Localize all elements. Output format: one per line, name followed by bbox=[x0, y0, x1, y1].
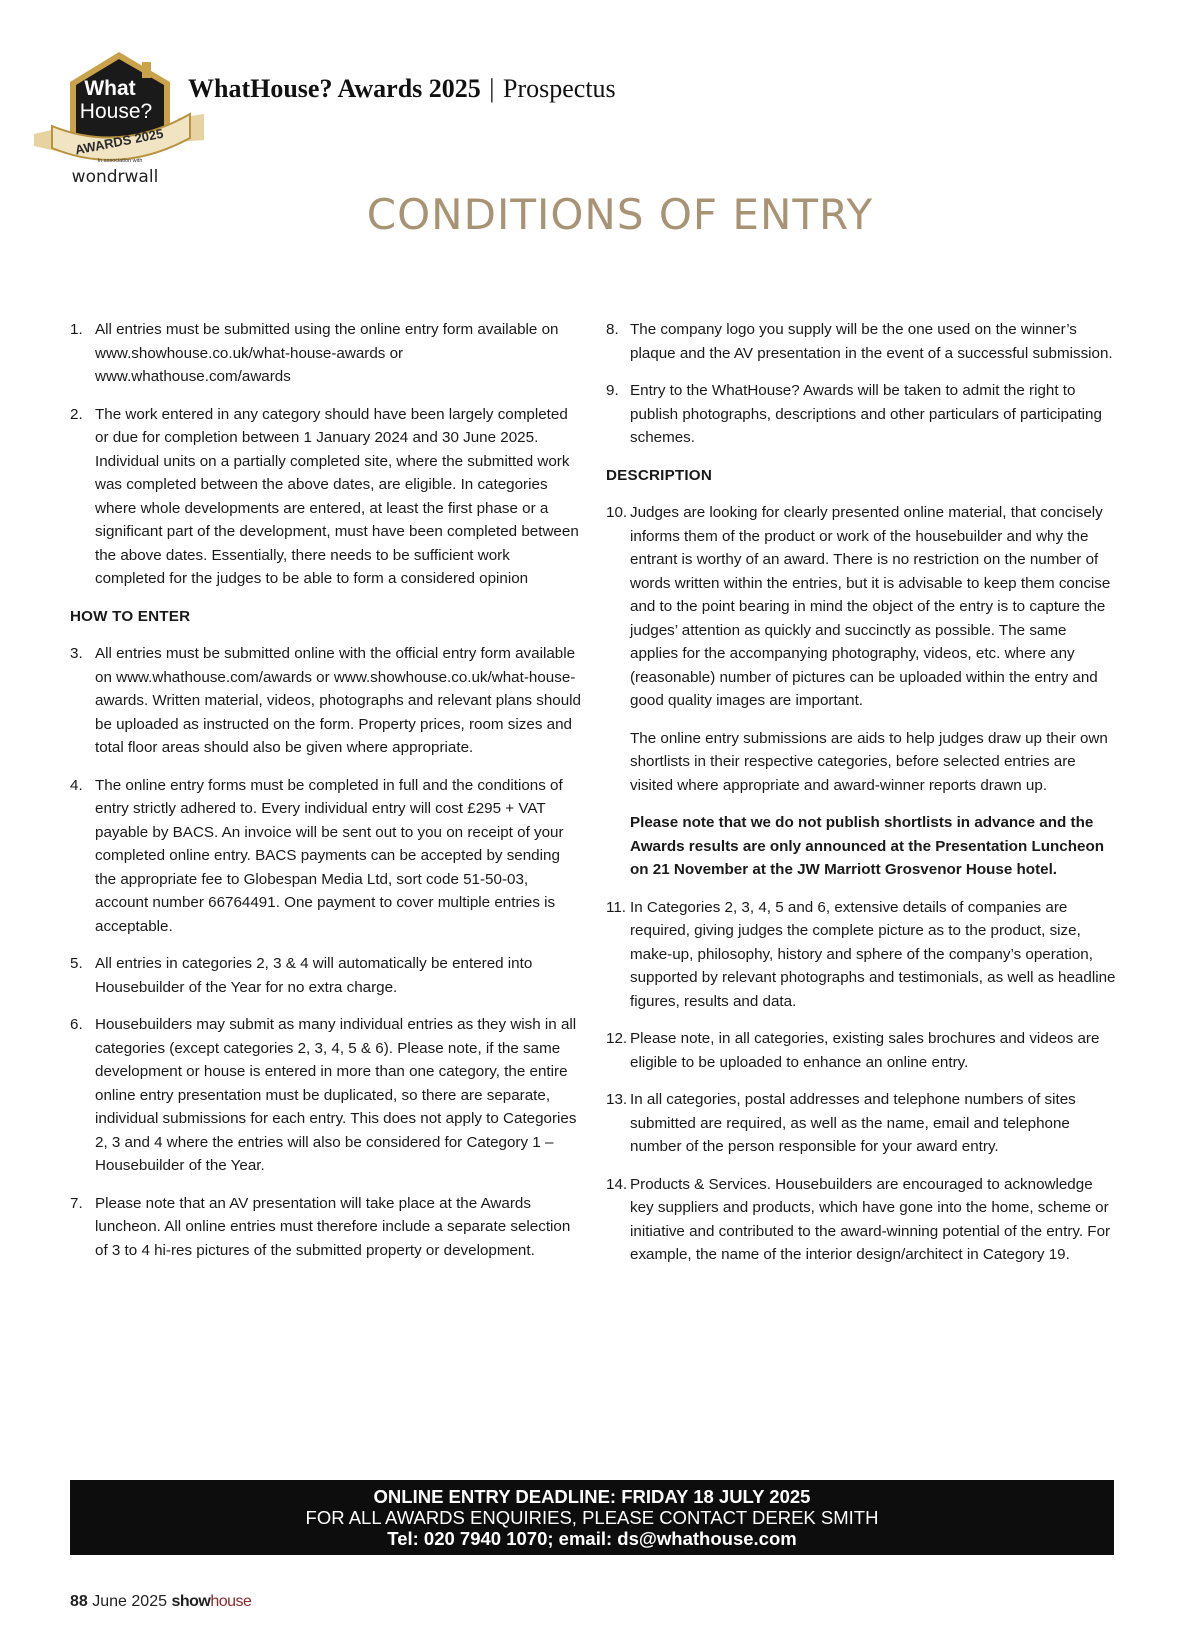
contact-text: Tel: 020 7940 1070; email: ds@whathouse.com bbox=[387, 1528, 797, 1549]
condition-item bbox=[606, 896, 1116, 1014]
item-text: Entry to the WhatHouse? Awards will be taken to admit the right to publish photographs, descriptions and other particulars of participating schemes. bbox=[630, 382, 1102, 446]
condition-item bbox=[70, 642, 582, 760]
brand-show: show bbox=[171, 1593, 211, 1610]
brand-house: house bbox=[210, 1593, 252, 1610]
description-paragraph: The online entry submissions are aids to help judges draw up their own shortlists in their respective categories, before selected entries are visited where appropriate and award-winner reports drawn up. bbox=[630, 729, 1108, 794]
condition-item bbox=[70, 774, 582, 939]
item-number: 4. bbox=[70, 776, 83, 794]
item-text: Judges are looking for clearly presented online material, that concisely informs them of the product or work of the housebuilder and why the entrant is worthy of an award. There is no restriction on the number of words written within the entries, but it is advisable to keep them concise and to the point bearing in mind the object of the entry is to capture the judges’ attention as quickly and succinctly as possible. The same applies for the accompanying photography, videos, etc. where any (reasonable) number of pictures can be uploaded within the entry and good quality images are important. bbox=[630, 504, 1111, 709]
item-text: Please note that an AV presentation will take place at the Awards luncheon. All online entries must therefore include a separate selection of 3 to 4 hi-res pictures of the submitted property or development. bbox=[95, 1194, 571, 1259]
page-title: CONDITIONS OF ENTRY bbox=[366, 190, 874, 239]
header-title-sub: Prospectus bbox=[503, 74, 616, 103]
logo-house: House? bbox=[79, 100, 153, 123]
right-column bbox=[606, 318, 1116, 1281]
whathouse-awards-logo bbox=[30, 48, 208, 198]
item-text: All entries must be submitted using the online entry form available on www.showhouse.co.uk/what-house-awards or www.whathouse.com/awards bbox=[95, 321, 559, 385]
condition-item bbox=[606, 318, 1116, 365]
item-number: 2. bbox=[70, 405, 83, 423]
condition-item bbox=[606, 501, 1116, 713]
item-number: 14. bbox=[606, 1175, 628, 1193]
condition-item bbox=[70, 318, 582, 389]
condition-item bbox=[606, 1173, 1116, 1267]
item-number: 11. bbox=[606, 898, 626, 916]
item-text: The online entry forms must be completed in full and the conditions of entry strictly adhered to. Every individual entry will cost £295 + VAT payable by BACS. An invoice will be sent out to you on receipt of your completed online entry. BACS payments can be accepted by sending the appropriate fee to Globespan Media Ltd, sort code 51-50-03, account number 66764491. One payment to cover multiple entries is acceptable. bbox=[95, 776, 564, 935]
item-number: 8. bbox=[606, 321, 619, 338]
condition-item bbox=[70, 952, 582, 999]
item-number: 10. bbox=[606, 504, 628, 521]
item-text: The company logo you supply will be the one used on the winner’s plaque and the AV presentation in the event of a successful submission. bbox=[630, 321, 1113, 362]
item-text: The work entered in any category should have been largely completed or due for completion between 1 January 2024 and 30 June 2025. Individual units on a partially completed site, where the submitted work was completed between the above dates, are eligible. In categories where whole developments are entered, at least the first phase or a significant part of the development, must have been completed between the above dates. Essentially, there needs to be sufficient work completed for the judges to be able to form a considered opinion bbox=[95, 405, 579, 587]
condition-item bbox=[606, 379, 1116, 450]
item-text: In Categories 2, 3, 4, 5 and 6, extensive details of companies are required, giving judges the complete picture as to the product, size, make-up, philosophy, history and sphere of the company’s operation, supported by relevant photographs and testimonials, as well as headline figures, results and data. bbox=[630, 898, 1116, 1010]
enquiries-text: FOR ALL AWARDS ENQUIRIES, PLEASE CONTACT DEREK SMITH bbox=[305, 1507, 879, 1528]
item-number: 5. bbox=[70, 955, 83, 972]
header-separator: | bbox=[489, 74, 495, 103]
logo-ribbon-text: AWARDS 2025 bbox=[73, 125, 165, 158]
item-text: Please note, in all categories, existing sales brochures and videos are eligible to be uploaded to enhance an online entry. bbox=[630, 1030, 1100, 1071]
condition-item bbox=[606, 1027, 1116, 1074]
item-number: 3. bbox=[70, 645, 83, 662]
item-text: All entries in categories 2, 3 & 4 will automatically be entered into Housebuilder of the Year for no extra charge. bbox=[95, 955, 533, 996]
logo-what: What bbox=[84, 77, 136, 100]
left-column bbox=[70, 318, 582, 1276]
condition-item bbox=[70, 403, 582, 591]
item-text: Housebuilders may submit as many individual entries as they wish in all categories (except categories 2, 3, 4, 5 & 6). Please note, if the same development or house is entered in more than one category, the entire online entry presentation must be duplicated, so there are separate, individual submissions for each entry. This does not apply to Categories 2, 3 and 4 where the entries will also be considered for Category 1 – Housebuilder of the Year. bbox=[95, 1016, 577, 1174]
shortlist-notice: Please note that we do not publish shortlists in advance and the Awards results are only announced at the Presentation Luncheon on 21 November at the JW Marriott Grosvenor House hotel. bbox=[630, 814, 1105, 878]
deadline-banner bbox=[70, 1480, 1114, 1555]
item-text: In all categories, postal addresses and telephone numbers of sites submitted are required, as well as the name, email and telephone number of the person responsible for your award entry. bbox=[630, 1091, 1076, 1155]
item-number: 7. bbox=[70, 1194, 83, 1212]
section-heading-how-to-enter: HOW TO ENTER bbox=[70, 607, 191, 625]
section-heading-description: DESCRIPTION bbox=[606, 466, 712, 484]
logo-partner: wondrwall bbox=[71, 167, 159, 187]
condition-item bbox=[606, 1088, 1116, 1159]
item-number: 1. bbox=[70, 321, 83, 338]
condition-item bbox=[70, 1013, 582, 1178]
item-number: 13. bbox=[606, 1091, 628, 1108]
page-number: 88 bbox=[70, 1593, 88, 1610]
issue-date: June 2025 bbox=[92, 1593, 167, 1610]
item-text: All entries must be submitted online with the official entry form available on www.whathouse.com/awards or www.showhouse.co.uk/what-house-awards. Written material, videos, photographs and relevant plans should be uploaded as instructed on the form. Property prices, room sizes and total floor areas should also be given where appropriate. bbox=[95, 645, 581, 756]
deadline-text: ONLINE ENTRY DEADLINE: FRIDAY 18 JULY 2025 bbox=[373, 1486, 811, 1507]
page-footer bbox=[70, 1593, 251, 1611]
condition-item bbox=[70, 1192, 582, 1263]
item-number: 6. bbox=[70, 1016, 83, 1033]
item-number: 9. bbox=[606, 382, 619, 399]
item-text: Products & Services. Housebuilders are encouraged to acknowledge key suppliers and products, which have gone into the home, scheme or initiative and contributed to the award-winning potential of the entry. For example, the name of the interior design/architect in Category 19. bbox=[630, 1175, 1111, 1263]
logo-assoc: In association with bbox=[97, 158, 143, 164]
header-title-main: WhatHouse? Awards 2025 bbox=[188, 74, 481, 103]
header-title bbox=[188, 74, 616, 104]
item-number: 12. bbox=[606, 1030, 628, 1047]
